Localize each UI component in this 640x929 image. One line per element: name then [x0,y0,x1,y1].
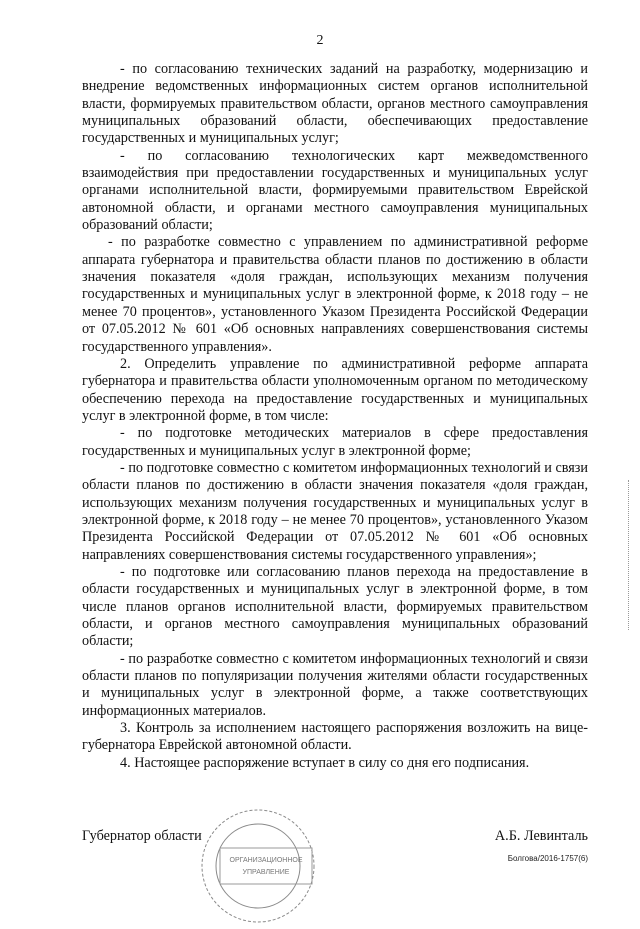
paragraph: - по подготовке методических материалов в сфере предоставления государственных и муниципальных услуг в электронной форме; [82,425,588,459]
paragraph: - по согласованию технических заданий на разработку, модернизацию и внедрение ведомственных информационных систем органов исполнительной власти, формируемых правительством области, органов местного самоуправления муниципальных образований области, обеспечивающих предоставление государственных и муниципальных услуг; [82,61,588,147]
signatory-title: Губернатор области [82,828,202,844]
signatory-name: А.Б. Левинталь [494,828,588,844]
stamp-line-2: УПРАВЛЕНИЕ [242,869,290,876]
paragraph: - по подготовке или согласованию планов перехода на предоставление в области государственных и муниципальных услуг в электронной форме, в том числе планов органов исполнительной власти, формируемых правительством области, и органов местного самоуправления муниципальных образований области; [82,563,588,650]
stamp-line-1: ОРГАНИЗАЦИОННОЕ [229,857,303,864]
paragraph: - по разработке совместно с управлением по административной реформе аппарата губернатора и правительства области планов по достижению в области значения показателя «доля граждан, использующих механизм получения государственных и муниципальных услуг в электронной форме, к 2018 году – не менее 70 процентов», установленного Указом Президента Российской Федерации от 07.05.2012 № 601 «Об основных направлениях совершенствования системы государственного управления». [82,234,588,355]
paragraph: 3. Контроль за исполнением настоящего распоряжения возложить на вице-губернатора Еврейской автономной области. [82,720,588,754]
paragraph: - по разработке совместно с комитетом информационных технологий и связи области планов по популяризации получения жителями области государственных и муниципальных услуг в электронной форме, а также соответствующих информационных материалов. [82,650,588,719]
document-body [82,61,588,772]
official-stamp [196,804,346,924]
registration-number: Болгова/2016-1757(6) [507,854,588,863]
paragraph: 2. Определить управление по административной реформе аппарата губернатора и правительства области уполномоченным органом по методическому обеспечению перехода на предоставление государственных и муниципальных услуг в электронной форме, в том числе: [82,355,588,424]
page-number: 2 [316,33,324,48]
scan-margin-mark [628,480,631,630]
paragraph: 4. Настоящее распоряжение вступает в силу со дня его подписания. [120,754,530,771]
paragraph: - по согласованию технологических карт межведомственного взаимодействия при предоставлении государственных и муниципальных услуг органами исполнительной власти, формируемыми правительством Еврейской автономной области, и органами местного самоуправления муниципальных образований области; [82,147,588,234]
paragraph: - по подготовке совместно с комитетом информационных технологий и связи области планов по достижению в области значения показателя «доля граждан, использующих механизм получения государственных и муниципальных услуг в электронной форме, к 2018 году – не менее 70 процентов», установленного Указом Президента Российской Федерации от 07.05.2012 № 601 «Об основных направлениях совершенствования системы государственного управления»; [82,459,588,563]
